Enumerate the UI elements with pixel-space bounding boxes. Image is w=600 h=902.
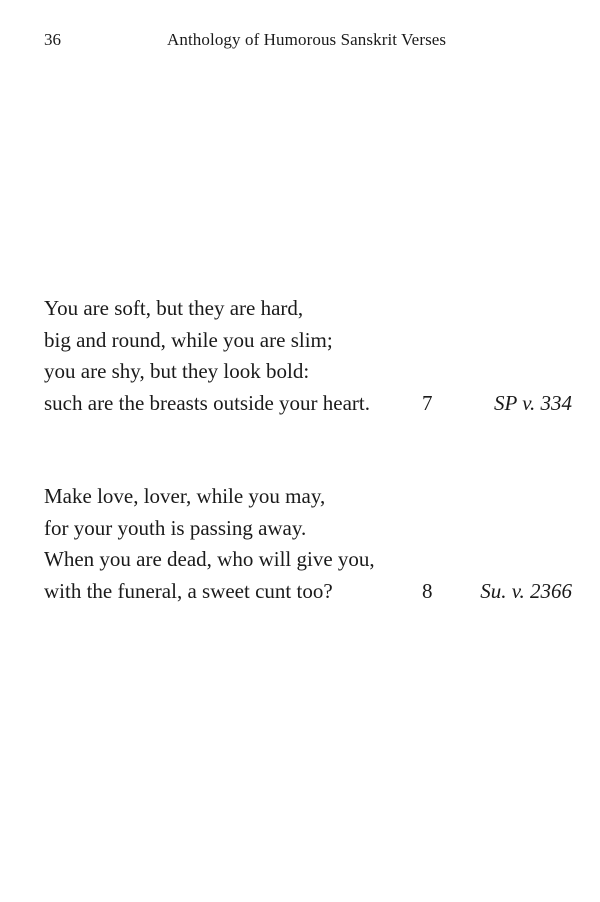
page-number: 36 (44, 30, 61, 49)
verse-line: for your youth is passing away. (44, 515, 307, 540)
page-header (0, 30, 600, 54)
verse-line: You are soft, but they are hard, (44, 296, 304, 320)
verse-number: 8 (422, 578, 433, 603)
running-head: Anthology of Humorous Sanskrit Verses (167, 30, 447, 49)
verse-source: Su. v. 2366 (480, 578, 572, 603)
verse-line: you are shy, but they look bold: (44, 359, 310, 383)
verse-source: SP v. 334 (494, 390, 572, 415)
verse-line: big and round, while you are slim; (44, 327, 333, 352)
verse-line: such are the breasts outside your heart. (44, 390, 370, 415)
verse-line: with the funeral, a sweet cunt too? (44, 578, 333, 603)
verse-line: When you are dead, who will give you, (44, 547, 375, 571)
verse-8 (44, 481, 584, 607)
verse-number: 7 (422, 390, 433, 415)
verse-line: Make love, lover, while you may, (44, 484, 326, 508)
verse-last-line (44, 576, 584, 608)
verse-7 (44, 293, 584, 419)
verse-last-line (44, 388, 584, 420)
